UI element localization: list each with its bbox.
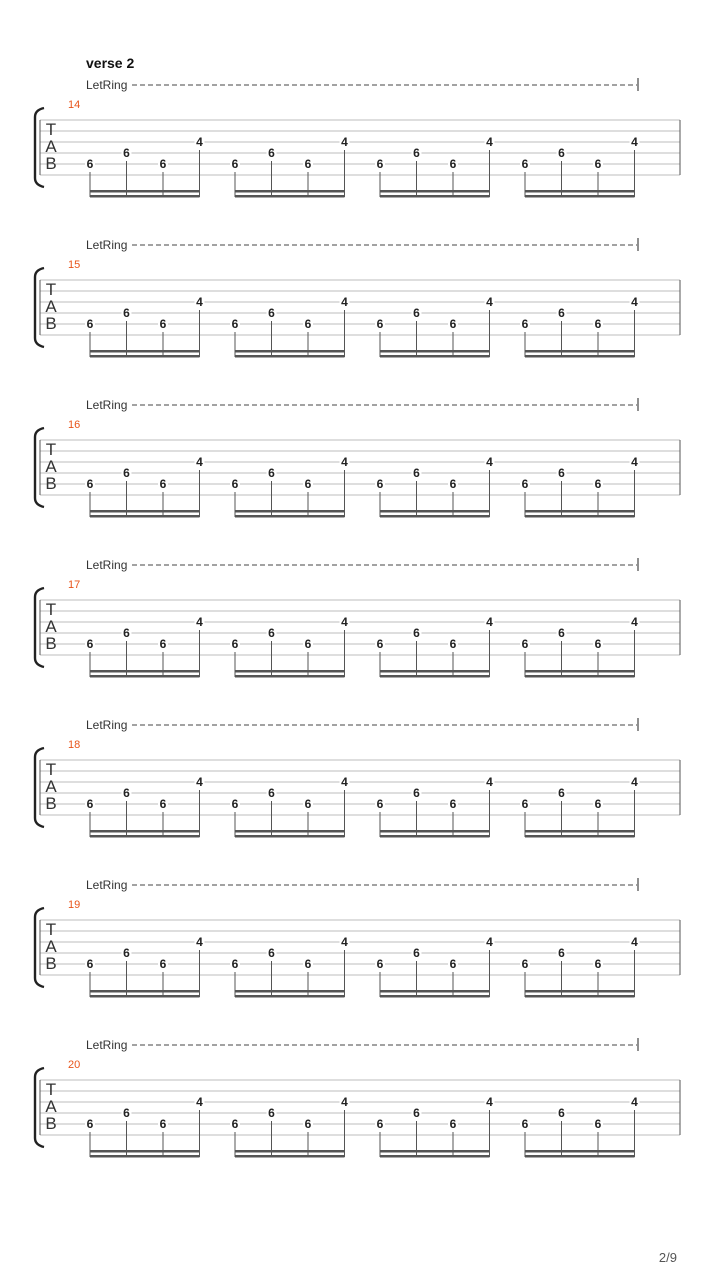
tab-clef-letter: T — [45, 120, 57, 139]
fret-number: 6 — [268, 1106, 275, 1120]
fret-number: 6 — [86, 637, 94, 651]
page-number: 2/9 — [658, 1250, 677, 1265]
fret-number: 6 — [449, 637, 457, 651]
fret-number: 4 — [196, 135, 203, 149]
fret-number: 6 — [521, 477, 529, 491]
beam-secondary — [235, 515, 345, 518]
beam-primary — [380, 1150, 490, 1153]
tab-clef-letter: T — [45, 600, 57, 619]
measure-number: 16 — [68, 419, 81, 431]
fret-number: 6 — [304, 157, 312, 171]
fret-number: 6 — [594, 317, 602, 331]
beam-secondary — [235, 675, 345, 678]
fret-number: 6 — [413, 146, 420, 160]
tab-clef-letter: T — [45, 760, 57, 779]
fret-number: 6 — [376, 317, 384, 331]
beam-secondary — [380, 995, 490, 998]
tab-system — [35, 878, 680, 998]
fret-number: 6 — [449, 157, 457, 171]
tab-clef-letter: T — [45, 280, 57, 299]
fret-number: 4 — [341, 615, 348, 629]
fret-number: 6 — [159, 797, 167, 811]
beam-secondary — [380, 515, 490, 518]
beam-secondary — [380, 675, 490, 678]
fret-number: 6 — [413, 306, 420, 320]
beam-primary — [90, 1150, 200, 1153]
tab-clef-letter: B — [45, 954, 57, 973]
fret-number: 4 — [341, 295, 348, 309]
tab-clef-letter: A — [45, 937, 57, 956]
measure-number: 18 — [68, 739, 81, 751]
beam-secondary — [380, 835, 490, 838]
fret-number: 6 — [268, 466, 275, 480]
beam-secondary — [90, 995, 200, 998]
tab-clef-letter: T — [45, 920, 57, 939]
measure-number: 19 — [68, 899, 81, 911]
fret-number: 4 — [486, 775, 493, 789]
beam-primary — [380, 510, 490, 513]
fret-number: 6 — [376, 957, 384, 971]
fret-number: 6 — [123, 1106, 130, 1120]
beam-primary — [235, 830, 345, 833]
fret-number: 6 — [304, 1117, 312, 1131]
fret-number: 4 — [196, 295, 203, 309]
fret-number: 6 — [413, 946, 420, 960]
fret-number: 6 — [231, 637, 239, 651]
fret-number: 4 — [631, 775, 638, 789]
fret-number: 6 — [413, 466, 420, 480]
fret-number: 6 — [449, 317, 457, 331]
tab-clef-letter: B — [45, 314, 57, 333]
fret-number: 6 — [123, 146, 130, 160]
fret-number: 6 — [123, 466, 130, 480]
let-ring-label: LetRing — [86, 558, 128, 572]
fret-number: 4 — [196, 615, 203, 629]
beam-secondary — [525, 1155, 635, 1158]
fret-number: 6 — [304, 637, 312, 651]
fret-number: 6 — [231, 477, 239, 491]
fret-number: 4 — [486, 295, 493, 309]
fret-number: 6 — [594, 157, 602, 171]
fret-number: 4 — [341, 1095, 348, 1109]
beam-secondary — [525, 355, 635, 358]
beam-primary — [525, 1150, 635, 1153]
tab-clef-letter: A — [45, 297, 57, 316]
beam-primary — [380, 350, 490, 353]
fret-number: 6 — [268, 146, 275, 160]
fret-number: 4 — [631, 135, 638, 149]
fret-number: 6 — [159, 317, 167, 331]
fret-number: 4 — [631, 1095, 638, 1109]
let-ring-label: LetRing — [86, 78, 128, 92]
beam-primary — [235, 510, 345, 513]
fret-number: 6 — [231, 317, 239, 331]
fret-number: 6 — [268, 306, 275, 320]
fret-number: 6 — [558, 306, 565, 320]
fret-number: 6 — [159, 477, 167, 491]
fret-number: 6 — [449, 957, 457, 971]
fret-number: 6 — [521, 957, 529, 971]
fret-number: 6 — [449, 797, 457, 811]
beam-secondary — [380, 355, 490, 358]
beam-secondary — [525, 195, 635, 198]
fret-number: 4 — [196, 775, 203, 789]
fret-number: 6 — [558, 626, 565, 640]
beam-primary — [380, 190, 490, 193]
fret-number: 6 — [304, 957, 312, 971]
fret-number: 6 — [521, 1117, 529, 1131]
let-ring-label: LetRing — [86, 1038, 128, 1052]
tab-system — [35, 78, 680, 198]
measure-number: 20 — [68, 1059, 81, 1071]
fret-number: 6 — [86, 957, 94, 971]
let-ring-label: LetRing — [86, 718, 128, 732]
fret-number: 6 — [159, 157, 167, 171]
fret-number: 6 — [268, 626, 275, 640]
fret-number: 6 — [86, 797, 94, 811]
fret-number: 6 — [521, 157, 529, 171]
tab-clef-letter: T — [45, 440, 57, 459]
fret-number: 6 — [558, 786, 565, 800]
beam-primary — [525, 990, 635, 993]
fret-number: 4 — [341, 455, 348, 469]
fret-number: 6 — [268, 786, 275, 800]
fret-number: 4 — [486, 135, 493, 149]
fret-number: 6 — [558, 146, 565, 160]
tab-clef-letter: B — [45, 634, 57, 653]
fret-number: 4 — [486, 1095, 493, 1109]
fret-number: 6 — [594, 797, 602, 811]
tab-clef-letter: A — [45, 137, 57, 156]
beam-secondary — [235, 995, 345, 998]
fret-number: 6 — [413, 1106, 420, 1120]
fret-number: 6 — [304, 797, 312, 811]
beam-primary — [380, 670, 490, 673]
fret-number: 6 — [231, 957, 239, 971]
beam-primary — [90, 830, 200, 833]
fret-number: 6 — [86, 477, 94, 491]
measure-number: 17 — [68, 579, 81, 591]
tab-system — [35, 1038, 680, 1158]
fret-number: 6 — [376, 1117, 384, 1131]
beam-secondary — [380, 195, 490, 198]
beam-primary — [90, 990, 200, 993]
beam-primary — [380, 990, 490, 993]
fret-number: 6 — [268, 946, 275, 960]
fret-number: 6 — [449, 477, 457, 491]
fret-number: 6 — [558, 1106, 565, 1120]
fret-number: 6 — [123, 786, 130, 800]
beam-primary — [525, 350, 635, 353]
beam-primary — [525, 190, 635, 193]
fret-number: 6 — [558, 946, 565, 960]
fret-number: 6 — [304, 477, 312, 491]
section-title: verse 2 — [86, 55, 135, 71]
fret-number: 6 — [521, 637, 529, 651]
fret-number: 6 — [86, 157, 94, 171]
fret-number: 4 — [631, 455, 638, 469]
fret-number: 6 — [521, 317, 529, 331]
tab-clef-letter: B — [45, 474, 57, 493]
fret-number: 4 — [631, 935, 638, 949]
fret-number: 6 — [231, 797, 239, 811]
measure-number: 14 — [68, 99, 81, 111]
tab-clef-letter: A — [45, 1097, 57, 1116]
beam-primary — [525, 830, 635, 833]
beam-primary — [235, 1150, 345, 1153]
fret-number: 4 — [486, 615, 493, 629]
beam-secondary — [525, 835, 635, 838]
beam-primary — [90, 190, 200, 193]
fret-number: 6 — [304, 317, 312, 331]
fret-number: 6 — [86, 1117, 94, 1131]
fret-number: 6 — [594, 637, 602, 651]
tab-clef-letter: A — [45, 617, 57, 636]
beam-secondary — [525, 995, 635, 998]
beam-secondary — [235, 355, 345, 358]
beam-secondary — [90, 835, 200, 838]
fret-number: 4 — [486, 455, 493, 469]
fret-number: 4 — [486, 935, 493, 949]
fret-number: 4 — [631, 295, 638, 309]
fret-number: 6 — [159, 637, 167, 651]
fret-number: 6 — [123, 626, 130, 640]
beam-secondary — [90, 195, 200, 198]
let-ring-label: LetRing — [86, 878, 128, 892]
let-ring-label: LetRing — [86, 238, 128, 252]
fret-number: 6 — [376, 477, 384, 491]
beam-primary — [380, 830, 490, 833]
fret-number: 4 — [196, 455, 203, 469]
beam-primary — [525, 670, 635, 673]
fret-number: 6 — [449, 1117, 457, 1131]
fret-number: 6 — [376, 797, 384, 811]
let-ring-label: LetRing — [86, 398, 128, 412]
tab-system — [35, 398, 680, 518]
beam-secondary — [380, 1155, 490, 1158]
fret-number: 6 — [159, 957, 167, 971]
beam-secondary — [90, 355, 200, 358]
fret-number: 6 — [123, 946, 130, 960]
fret-number: 4 — [196, 935, 203, 949]
beam-secondary — [525, 515, 635, 518]
fret-number: 6 — [376, 157, 384, 171]
fret-number: 6 — [413, 786, 420, 800]
tab-system — [35, 238, 680, 358]
fret-number: 6 — [86, 317, 94, 331]
beam-secondary — [90, 1155, 200, 1158]
beam-secondary — [90, 515, 200, 518]
fret-number: 6 — [231, 1117, 239, 1131]
fret-number: 6 — [413, 626, 420, 640]
fret-number: 6 — [558, 466, 565, 480]
beam-primary — [235, 670, 345, 673]
tab-clef-letter: T — [45, 1080, 57, 1099]
beam-primary — [235, 350, 345, 353]
fret-number: 6 — [594, 957, 602, 971]
measure-number: 15 — [68, 259, 81, 271]
beam-primary — [235, 190, 345, 193]
beam-secondary — [235, 835, 345, 838]
fret-number: 6 — [521, 797, 529, 811]
fret-number: 4 — [631, 615, 638, 629]
fret-number: 4 — [341, 135, 348, 149]
beam-secondary — [235, 1155, 345, 1158]
fret-number: 6 — [594, 477, 602, 491]
beam-primary — [525, 510, 635, 513]
fret-number: 6 — [594, 1117, 602, 1131]
tab-system — [35, 718, 680, 838]
fret-number: 6 — [123, 306, 130, 320]
beam-primary — [235, 990, 345, 993]
beam-secondary — [235, 195, 345, 198]
fret-number: 6 — [376, 637, 384, 651]
tab-clef-letter: B — [45, 154, 57, 173]
fret-number: 4 — [196, 1095, 203, 1109]
beam-secondary — [90, 675, 200, 678]
beam-secondary — [525, 675, 635, 678]
fret-number: 6 — [159, 1117, 167, 1131]
tab-clef-letter: B — [45, 1114, 57, 1133]
fret-number: 6 — [231, 157, 239, 171]
tab-clef-letter: B — [45, 794, 57, 813]
tab-clef-letter: A — [45, 457, 57, 476]
beam-primary — [90, 350, 200, 353]
beam-primary — [90, 510, 200, 513]
systems — [35, 78, 680, 1158]
beam-primary — [90, 670, 200, 673]
fret-number: 4 — [341, 935, 348, 949]
tab-clef-letter: A — [45, 777, 57, 796]
tab-system — [35, 558, 680, 678]
fret-number: 4 — [341, 775, 348, 789]
